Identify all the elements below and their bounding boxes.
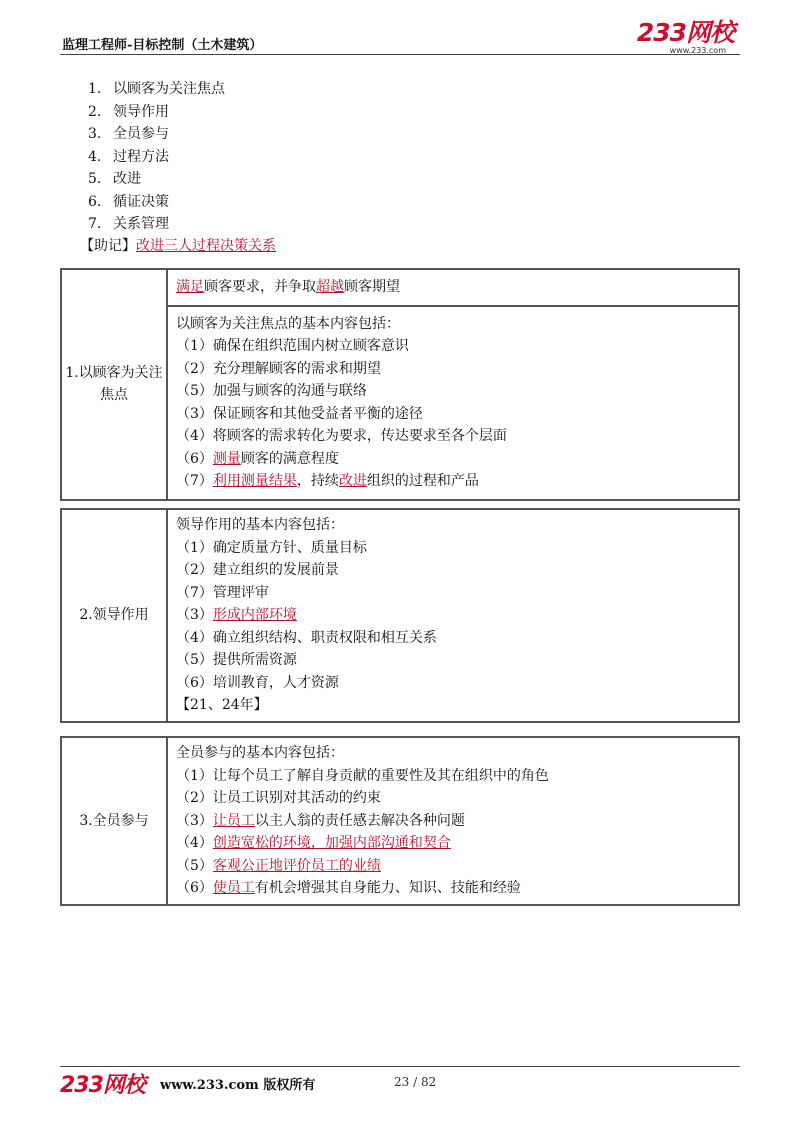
text-segment: （7） (176, 473, 213, 489)
text-segment: 以主人翁的责任感去解决各种问题 (254, 812, 465, 829)
table-line (176, 810, 730, 833)
text-segment: 顾客期望 (344, 279, 400, 295)
principles-list (88, 78, 225, 236)
highlighted-text: 形成内部环境 (212, 607, 297, 623)
highlighted-text: 测量 (212, 450, 241, 467)
text-segment: （6）培训教育，人才资源 (176, 674, 339, 691)
table-line (176, 694, 730, 717)
list-number: 2. (88, 103, 102, 120)
table-line (176, 358, 730, 381)
list-item (88, 191, 225, 214)
highlighted-text: 创造宽松的环境，加强内部沟通和契合 (212, 835, 451, 851)
table-customer-focus (60, 268, 740, 501)
text-segment: （3） (176, 607, 213, 623)
table-line (176, 627, 730, 650)
text-segment: 组织的过程和产品 (366, 473, 479, 489)
list-number: 1. (88, 81, 102, 97)
list-number: 7. (88, 216, 102, 232)
table-left-cell: 1.以顾客为关注焦点 (61, 269, 167, 500)
text-segment: （2）建立组织的发展前景 (176, 562, 339, 578)
mnemonic-text: 改进三人过程决策关系 (136, 238, 276, 254)
text-segment: （7）管理评审 (176, 584, 269, 601)
list-text: 关系管理 (113, 216, 169, 232)
table-line (176, 742, 730, 765)
text-segment: （5） (176, 857, 213, 874)
list-text: 领导作用 (113, 103, 169, 120)
text-segment: （1）让每个员工了解自身贡献的重要性及其在组织中的角色 (176, 767, 549, 784)
logo-bottom[interactable]: 233网校 (60, 1073, 145, 1098)
text-segment: 顾客的满意程度 (240, 450, 339, 467)
header-title: 监理工程师-目标控制（土木建筑） (62, 38, 263, 53)
table-line (176, 276, 730, 299)
page-number: 23 / 82 (394, 1075, 437, 1089)
table-line (176, 514, 730, 537)
table-line (176, 470, 730, 493)
table-line (176, 403, 730, 426)
mnemonic (80, 235, 276, 255)
header-rule (60, 54, 740, 55)
list-number: 6. (88, 193, 102, 210)
logo-main-text: 233网校 (636, 18, 734, 47)
table-line (176, 313, 730, 336)
table-left-cell: 3.全员参与 (61, 737, 167, 905)
highlighted-text: 利用测量结果 (212, 473, 297, 489)
table-line (176, 448, 730, 471)
footer-site: www.233.com 版权所有 (160, 1078, 316, 1093)
table-line (176, 855, 730, 878)
list-text: 全员参与 (113, 126, 169, 142)
text-segment: （1）确定质量方针、质量目标 (176, 539, 367, 556)
table-content-cell (167, 306, 739, 500)
list-number: 3. (88, 126, 102, 142)
highlighted-text: 让员工 (212, 812, 255, 829)
table-line (176, 425, 730, 448)
list-text: 过程方法 (113, 148, 169, 165)
list-item (88, 213, 225, 236)
table-line (176, 604, 730, 627)
text-segment: 有机会增强其自身能力、知识、技能和经验 (254, 880, 521, 896)
text-segment: （3） (176, 812, 213, 829)
text-segment: 领导作用的基本内容包括： (176, 517, 344, 533)
text-segment: （4）将顾客的需求转化为要求，传达要求至各个层面 (176, 428, 507, 444)
footer-rule (60, 1066, 740, 1067)
highlighted-text: 超越 (316, 279, 344, 295)
table-line (176, 672, 730, 695)
text-segment: ，持续 (296, 473, 339, 489)
text-segment: 全员参与的基本内容包括： (176, 745, 344, 761)
text-segment: 【21、24年】 (176, 697, 268, 713)
table-line (176, 380, 730, 403)
text-segment: （2）充分理解顾客的需求和期望 (176, 360, 381, 377)
table-line (176, 765, 730, 788)
table-line (176, 877, 730, 900)
table-content-cell (167, 737, 739, 905)
list-item (88, 146, 225, 169)
text-segment: （4）确立组织结构、职责权限和相互关系 (176, 629, 437, 646)
logo-top[interactable] (637, 20, 734, 55)
list-item (88, 168, 225, 191)
table-line (176, 537, 730, 560)
text-segment: （5）加强与顾客的沟通与联络 (176, 383, 367, 399)
table-engagement (60, 736, 740, 906)
text-segment: （6） (176, 450, 213, 467)
list-number: 4. (88, 148, 102, 165)
highlighted-text: 改进 (338, 473, 367, 489)
list-text: 循证决策 (113, 193, 169, 210)
table-leadership (60, 508, 740, 723)
text-segment: （1）确保在组织范围内树立顾客意识 (176, 338, 409, 354)
list-text: 改进 (113, 171, 141, 187)
list-item (88, 123, 225, 146)
text-segment: （2）让员工识别对其活动的约束 (176, 790, 381, 806)
text-segment: 顾客要求，并争取 (204, 279, 316, 295)
list-number: 5. (88, 171, 102, 187)
text-segment: （6） (176, 880, 213, 896)
table-line (176, 335, 730, 358)
mnemonic-label: 【助记】 (80, 238, 136, 254)
table-line (176, 582, 730, 605)
table-line (176, 559, 730, 582)
table-line (176, 832, 730, 855)
list-text: 以顾客为关注焦点 (113, 81, 225, 97)
list-item (88, 101, 225, 124)
list-item (88, 78, 225, 101)
table-line (176, 787, 730, 810)
highlighted-text: 使员工 (212, 880, 255, 896)
table-left-cell: 2.领导作用 (61, 509, 167, 722)
table-content-cell (167, 509, 739, 722)
table-line (176, 649, 730, 672)
highlighted-text: 满足 (176, 279, 204, 295)
table-top-row (167, 269, 739, 306)
text-segment: （4） (176, 835, 213, 851)
text-segment: （3）保证顾客和其他受益者平衡的途径 (176, 405, 423, 422)
text-segment: 以顾客为关注焦点的基本内容包括： (176, 315, 400, 332)
logo-sub-text: www.233.com (669, 46, 726, 55)
text-segment: （5）提供所需资源 (176, 652, 297, 668)
highlighted-text: 客观公正地评价员工的业绩 (212, 857, 381, 874)
